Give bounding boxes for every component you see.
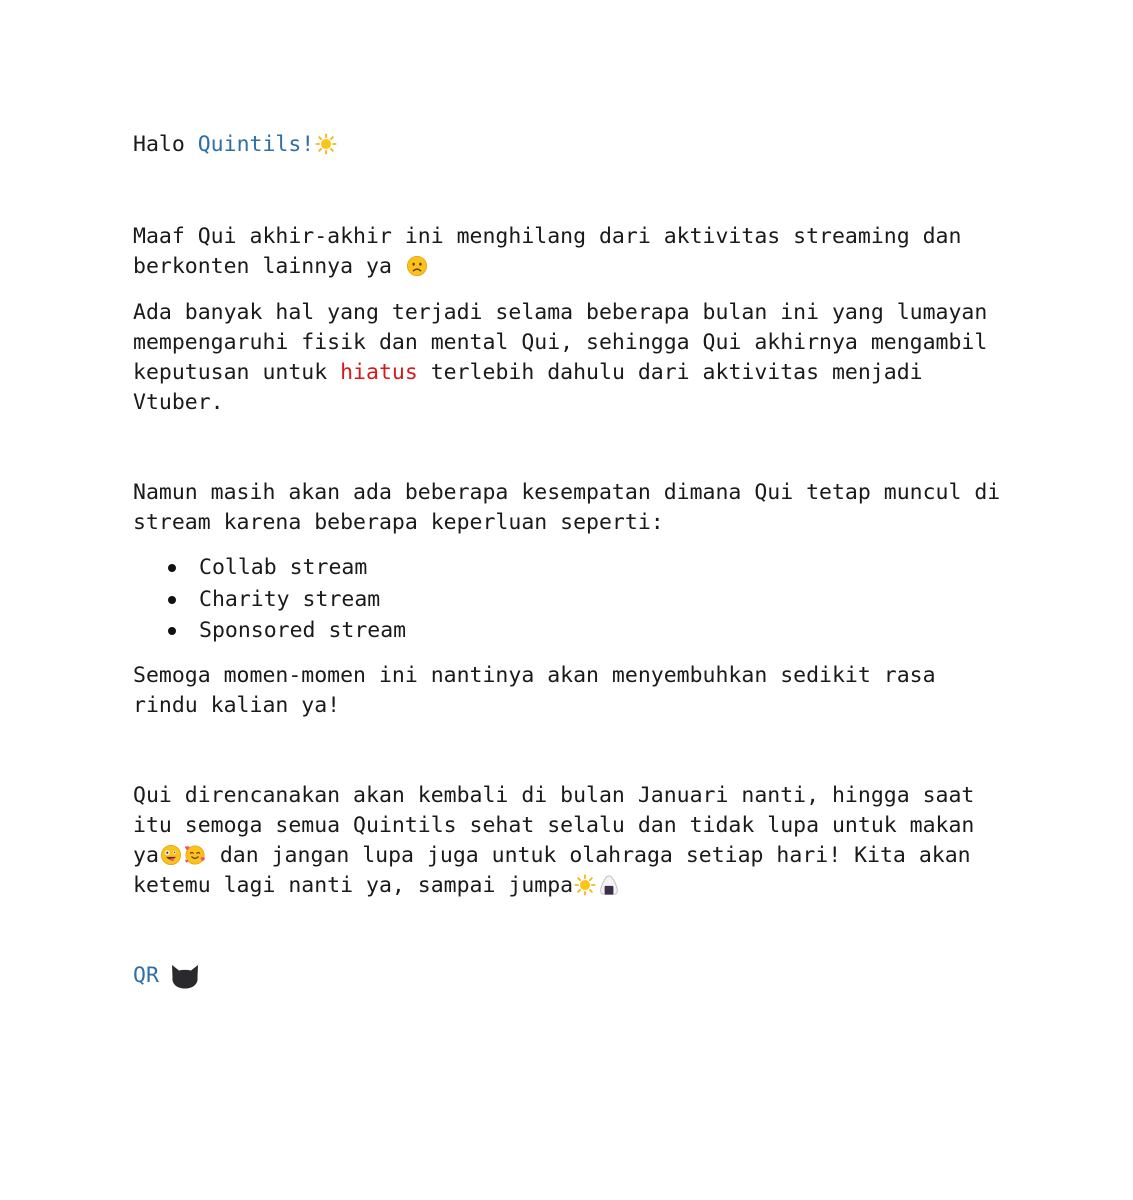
paragraph-return-part1: Qui direncanakan akan kembali di bulan Januari nanti, hingga saat itu semoga semua Quintils sehat selalu dan tidak lupa untuk makan ya bbox=[133, 782, 975, 868]
list-item: Collab stream bbox=[199, 552, 1013, 584]
paragraph-apology-text: Maaf Qui akhir-akhir ini menghilang dari aktivitas streaming dan berkonten lainnya ya bbox=[133, 224, 962, 279]
greeting-hello: Halo bbox=[133, 132, 198, 157]
smiling-face-hearts-icon bbox=[184, 844, 206, 866]
sad-face-icon bbox=[406, 255, 428, 277]
reasons-list bbox=[133, 552, 1013, 647]
sun-icon bbox=[574, 874, 596, 896]
paragraph-hope: Semoga momen-momen ini nantinya akan menyembuhkan sedikit rasa rindu kalian ya! bbox=[133, 662, 936, 718]
signature bbox=[133, 961, 1013, 991]
rice-ball-icon bbox=[598, 874, 620, 896]
zany-face-icon bbox=[160, 844, 182, 866]
list-item: Charity stream bbox=[199, 584, 1013, 616]
signature-initials: QR bbox=[133, 962, 159, 988]
black-cat-icon bbox=[169, 962, 201, 990]
paragraph-return bbox=[133, 781, 1013, 901]
paragraph-hiatus-before: Ada banyak hal yang terjadi selama beberapa bulan ini yang lumayan mempengaruhi fisik dan mental Qui, sehingga Qui akhirnya mengambil keputusan untuk bbox=[133, 300, 988, 385]
paragraph-hiatus bbox=[133, 298, 1013, 418]
paragraph-return-part2: dan jangan lupa juga untuk olahraga setiap hari! Kita akan ketemu lagi nanti ya, sampai jumpa bbox=[133, 842, 971, 898]
greeting-line bbox=[133, 130, 1013, 160]
sun-icon bbox=[315, 133, 337, 155]
paragraph-hiatus-after: terlebih dahulu dari aktivitas menjadi Vtuber. bbox=[133, 360, 923, 415]
paragraph-apology bbox=[133, 222, 1013, 282]
greeting-name: Quintils! bbox=[197, 132, 315, 157]
list-item: Sponsored stream bbox=[199, 615, 1013, 647]
paragraph-exceptions: Namun masih akan ada beberapa kesempatan dimana Qui tetap muncul di stream karena beberapa keperluan seperti: bbox=[133, 480, 1001, 535]
letter bbox=[133, 130, 1013, 991]
hiatus-highlight: hiatus bbox=[340, 360, 418, 385]
